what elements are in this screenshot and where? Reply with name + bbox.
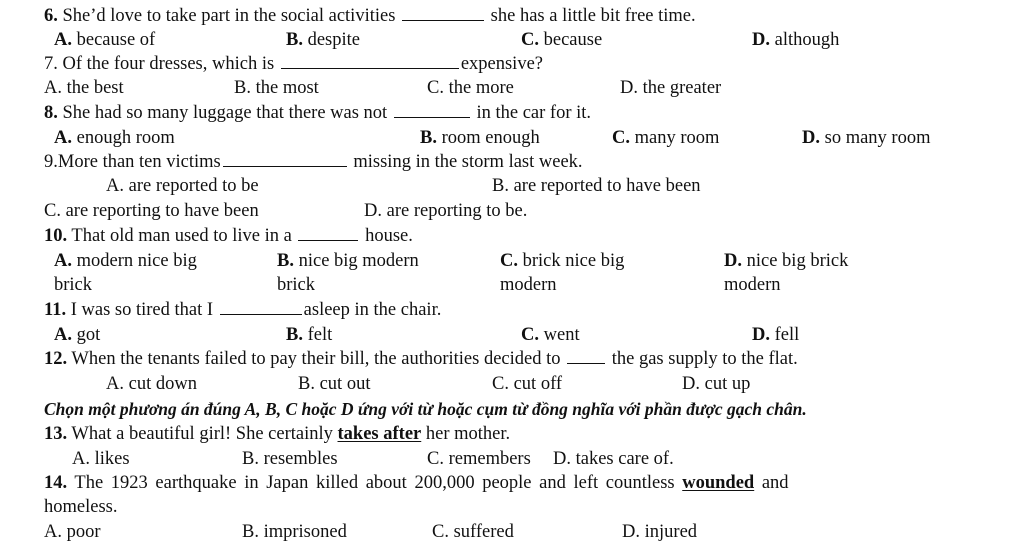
option-letter: D. [620,78,638,98]
section-instruction: Chọn một phương án đúng A, B, C hoặc D ứng với từ hoặc cụm từ đồng nghĩa với phần được gạch chân. [44,399,807,419]
option-text: because of [76,30,156,50]
q9-stem [44,151,583,173]
option-text: likes [94,449,130,469]
option-letter: A. [44,78,62,98]
q8-text-after: in the car for it. [476,103,592,123]
q8-option-a[interactable] [54,127,175,149]
option-text: are reporting to have been [65,201,259,221]
q9-option-a[interactable] [106,175,259,197]
option-text: the most [255,78,319,98]
option-text: nice big modern [298,251,419,271]
q10-option-c-cont [500,274,557,296]
option-letter: A. [106,374,124,394]
q8-blank[interactable] [394,102,470,118]
option-letter: B. [277,251,294,271]
option-letter: D. [364,201,382,221]
option-letter: D. [622,522,640,542]
q8-text-before: She had so many luggage that there was not [62,103,388,123]
option-text: felt [307,325,333,345]
option-letter: B. [242,449,259,469]
q7-blank[interactable] [281,53,459,69]
q11-option-c[interactable] [521,324,580,346]
q14-option-a[interactable] [44,521,101,543]
option-text: nice big brick [746,251,849,271]
option-text: suffered [453,522,514,542]
q10-option-c[interactable] [500,250,624,272]
option-letter: B. [286,30,303,50]
option-text: are reporting to be. [386,201,528,221]
option-text: brick nice big [522,251,625,271]
q12-blank[interactable] [567,348,605,364]
option-text: room enough [441,128,540,148]
q10-text-after: house. [365,226,413,246]
option-text: went [543,325,580,345]
q14-option-b[interactable] [242,521,347,543]
q7-number: 7. [44,54,58,74]
q9-option-c[interactable] [44,200,259,222]
q11-number: 11. [44,300,67,320]
option-letter: B. [492,176,509,196]
option-text: despite [307,30,360,50]
q9-option-d[interactable] [364,200,527,222]
option-letter: D. [752,325,770,345]
q8-option-b[interactable] [420,127,540,149]
q13-stem [44,423,510,445]
option-text: although [774,30,840,50]
q9-text-before: More than ten victims [57,152,221,172]
q12-number: 12. [44,349,68,369]
q11-option-d[interactable] [752,324,799,346]
q14-option-c[interactable] [432,521,514,543]
q6-option-c[interactable] [521,29,602,51]
option-text: fell [774,325,800,345]
q6-text-after: she has a little bit free time. [490,6,696,26]
q10-text-before: That old man used to live in a [71,226,292,246]
q6-option-b[interactable] [286,29,360,51]
q12-text-before: When the tenants failed to pay their bill, the authorities decided to [71,349,561,369]
q14-number: 14. [44,473,68,493]
q10-option-b-cont [277,274,315,296]
q6-option-d[interactable] [752,29,839,51]
q7-option-a[interactable] [44,77,124,99]
q14-stem-line2: homeless. [44,497,118,517]
option-letter: B. [286,325,303,345]
option-text: many room [634,128,720,148]
option-text: because [543,30,603,50]
q11-blank[interactable] [220,299,302,315]
q6-blank[interactable] [402,5,484,21]
option-text-continued: brick [54,275,93,295]
option-letter: A. [54,30,72,50]
option-text: got [76,325,101,345]
q6-option-a[interactable] [54,29,155,51]
option-letter: C. [500,251,518,271]
option-text: are reported to have been [513,176,701,196]
q7-text-after: expensive? [460,54,543,74]
option-letter: A. [54,251,72,271]
q13-option-d[interactable] [553,448,674,470]
option-letter: B. [298,374,315,394]
q12-option-d[interactable] [682,373,750,395]
q13-option-c[interactable] [427,448,531,470]
option-text-continued: modern [500,275,557,295]
option-letter: D. [682,374,700,394]
q12-option-b[interactable] [298,373,370,395]
q7-option-d[interactable] [620,77,721,99]
option-letter: A. [54,128,72,148]
q13-number: 13. [44,424,68,444]
option-text: modern nice big [76,251,197,271]
option-letter: C. [521,325,539,345]
option-text: takes care of. [575,449,674,469]
q8-stem [44,102,591,124]
q10-option-a[interactable] [54,250,197,272]
option-letter: C. [44,201,61,221]
option-letter: A. [54,325,72,345]
q10-number: 10. [44,226,68,246]
option-text: the greater [642,78,722,98]
q14-text-before: The 1923 earthquake in Japan killed about 200,000 people and left countless [74,473,675,493]
option-letter: B. [242,522,259,542]
option-letter: C. [427,449,444,469]
option-text: poor [66,522,101,542]
q13-text-after: her mother. [425,424,511,444]
option-text-continued: brick [277,275,316,295]
option-letter: B. [234,78,251,98]
option-text: the more [448,78,514,98]
q12-option-a[interactable] [106,373,197,395]
option-letter: B. [420,128,437,148]
q14-text-after: and [761,473,789,493]
q10-option-a-cont [54,274,92,296]
q10-option-d[interactable] [724,250,848,272]
q9-blank[interactable] [223,151,347,167]
q11-text-before: I was so tired that I [70,300,214,320]
option-text: are reported to be [128,176,259,196]
q8-number: 8. [44,103,58,123]
q10-option-d-cont [724,274,781,296]
option-letter: C. [492,374,509,394]
option-letter: A. [72,449,90,469]
option-letter: D. [553,449,571,469]
option-letter: C. [427,78,444,98]
q12-text-after: the gas supply to the flat. [611,349,798,369]
q6-number: 6. [44,6,58,26]
q10-blank[interactable] [298,225,358,241]
q9-text-after: missing in the storm last week. [353,152,583,172]
q13-underlined-phrase: takes after [337,424,422,444]
q8-option-c[interactable] [612,127,719,149]
q13-option-b[interactable] [242,448,338,470]
q10-option-b[interactable] [277,250,419,272]
option-text: imprisoned [263,522,347,542]
option-text: resembles [263,449,338,469]
q11-option-b[interactable] [286,324,332,346]
q12-option-c[interactable] [492,373,562,395]
option-text: cut off [513,374,563,394]
option-text: cut out [319,374,371,394]
option-letter: C. [521,30,539,50]
q10-stem [44,225,413,247]
option-letter: C. [432,522,449,542]
q7-option-b[interactable] [234,77,319,99]
q9-option-b[interactable] [492,175,701,197]
option-text: injured [644,522,698,542]
q7-stem [44,53,543,75]
option-text-continued: modern [724,275,781,295]
q11-stem [44,299,441,321]
q6-text-before: She’d love to take part in the social activities [62,6,396,26]
q7-option-c[interactable] [427,77,514,99]
option-letter: D. [802,128,820,148]
q14-underlined-word: wounded [682,473,755,493]
option-letter: D. [724,251,742,271]
option-letter: A. [44,522,62,542]
option-text: the best [66,78,124,98]
q9-number: 9. [44,152,58,172]
option-text: so many room [824,128,931,148]
q13-option-a[interactable] [72,448,130,470]
option-text: cut down [128,374,197,394]
option-text: enough room [76,128,175,148]
q14-stem [44,472,789,494]
option-letter: D. [752,30,770,50]
option-text: remembers [448,449,531,469]
option-text: cut up [704,374,751,394]
q7-text-before: Of the four dresses, which is [62,54,275,74]
option-letter: A. [106,176,124,196]
q6-stem [44,5,696,27]
q11-text-after: asleep in the chair. [303,300,442,320]
q8-option-d[interactable] [802,127,930,149]
q12-stem [44,348,798,370]
q13-text-before: What a beautiful girl! She certainly [71,424,333,444]
option-letter: C. [612,128,630,148]
q14-option-d[interactable] [622,521,697,543]
q11-option-a[interactable] [54,324,100,346]
